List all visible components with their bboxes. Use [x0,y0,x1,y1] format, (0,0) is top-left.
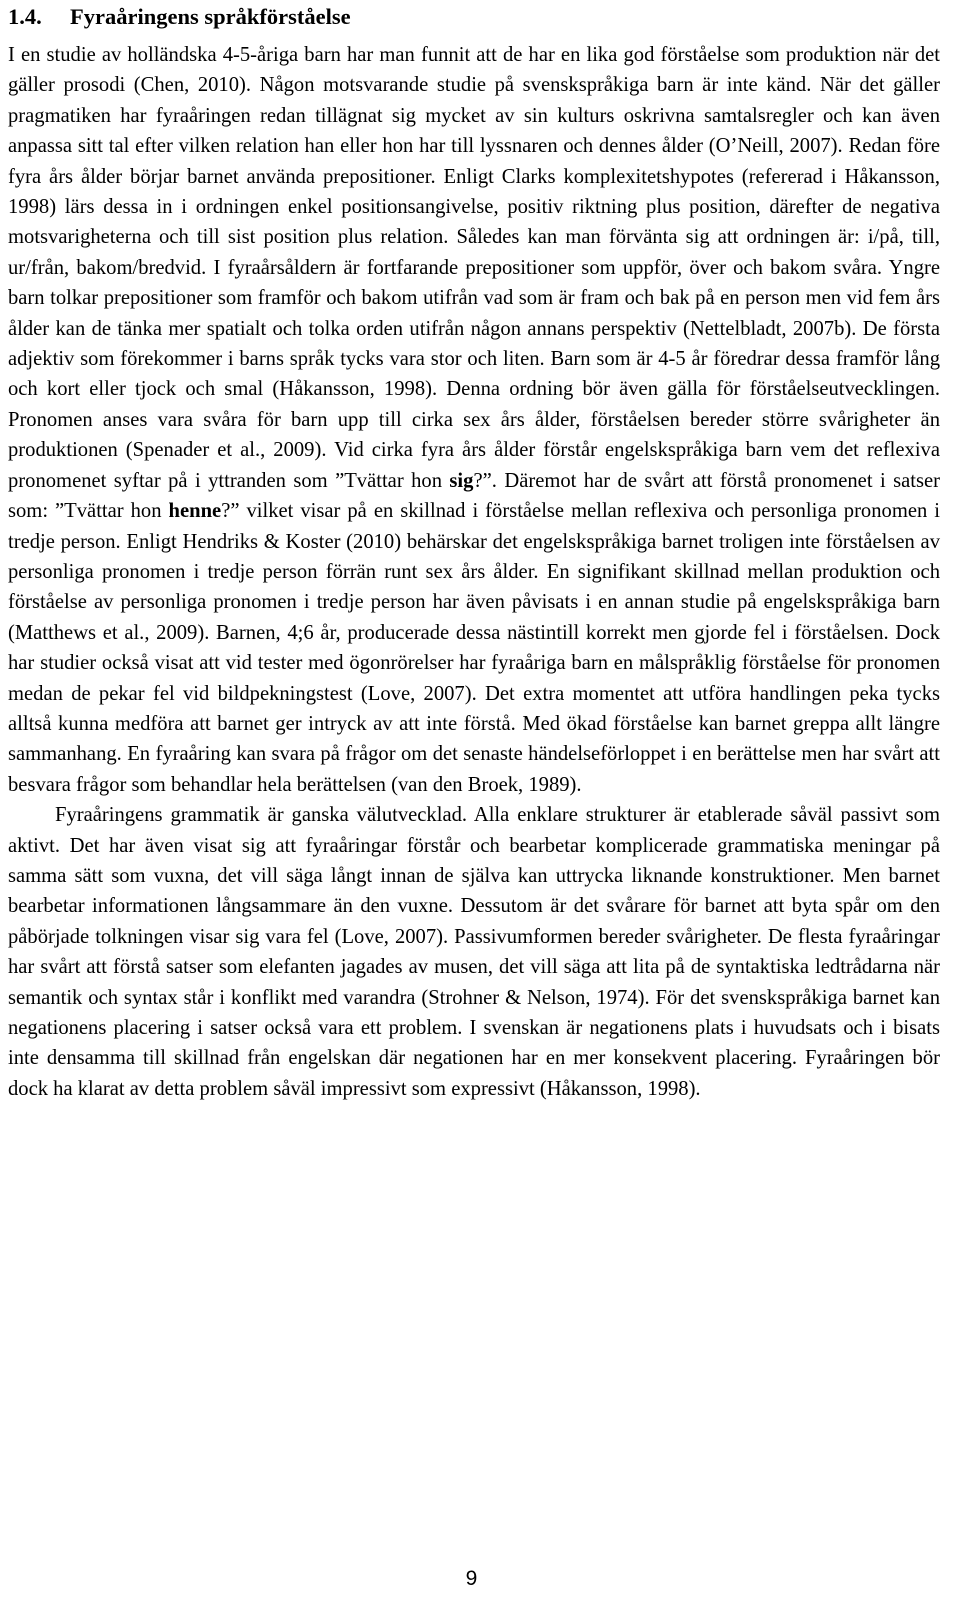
paragraph-2-text: Fyraåringens grammatik är ganska välutvecklad. Alla enklare strukturer är etablerade såväl passivt som aktivt. Det har även visat sig att fyraåringar förstår och bearbetar komplicerade grammatiska meningar på samma sätt som vuxna, det vill säga långt innan de själva kan uttrycka liknande konstruktioner. Men barnet bearbetar informationen långsammare än den vuxne. Dessutom är det svårare för barnet att byta spår om den påbörjade tolkningen visar sig vara fel (Love, 2007). Passivumformen bereder svårigheter. De flesta fyraåringar har svårt att förstå satser som elefanten jagades av musen, det vill säga att lita på de syntaktiska ledtrådarna när semantik och syntax står i konflikt med varandra (Strohner & Nelson, 1974). För det svenskspråkiga barnet kan negationens placering i satser också vara ett problem. I svenskan är negationens plats i huvudsats och i bisats inte densamma till skillnad från engelskan där negationen har en mer konsekvent placering. Fyraåringen bör dock ha klarat av detta problem såväl impressivt som expressivt (Håkansson, 1998). [8,804,940,1100]
paragraph-1-text-a: I en studie av holländska 4-5-åriga barn har man funnit att de har en lika god förståelse som produktion när det gäller prosodi (Chen, 2010). Någon motsvarande studie på svenskspråkiga barn är inte känd. När det gäller pragmatiken har fyraåringen redan tillägnat sig mycket av sin kulturs oskrivna samtalsregler och kan även anpassa sitt tal efter vilken relation han eller hon har till lyssnaren och dennes ålder (O’Neill, 2007). Redan före fyra års ålder börjar barnet använda prepositioner. Enligt Clarks komplexitetshypotes (refererad i Håkansson, 1998) lärs dessa in i ordningen enkel positionsangivelse, positiv riktning plus position, därefter de negativa motsvarigheterna och till sist position plus relation. Således kan man förvänta sig att ordningen är: i/på, till, ur/från, bakom/bredvid. I fyraårsåldern är fortfarande prepositioner som uppför, över och bakom svåra. Yngre barn tolkar prepositioner som framför och bakom utifrån vad som är fram och bak på en person men vid fem års ålder kan de tänka mer spatialt och tolka orden utifrån någon annans perspektiv (Nettelbladt, 2007b). De första adjektiv som förekommer i barns språk tycks vara stor och liten. Barn som är 4-5 år föredrar dessa framför lång och kort eller tjock och smal (Håkansson, 1998). Denna ordning bör även gälla för förståelseutvecklingen. Pronomen anses vara svåra för barn upp till cirka sex års ålder, förståelsen bereder större svårigheter än produktionen (Spenader et al., 2009). Vid cirka fyra års ålder förstår engelskspråkiga barn vem det reflexiva pronomenet syftar på i yttranden som ”Tvättar hon [8,44,940,492]
paragraph-1-text-b: ?”. Däremot har de svårt att förstå pronomenet i satser som: ”Tvättar hon [8,469,940,523]
document-page [8,0,940,1104]
body-paragraph-1 [8,40,940,800]
section-heading [8,0,940,33]
paragraph-1-text-c: ?” vilket visar på en skillnad i förståelse mellan reflexiva och personliga pronomen i tredje person. Enligt Hendriks & Koster (2010) behärskar det engelskspråkiga barnet troligen inte förståelsen av personliga pronomen i tredje person förrän runt sex års ålder. En signifikant skillnad mellan produktion och förståelse av personliga pronomen i tredje person har även påvisats i en annan studie på engelskspråkiga barn (Matthews et al., 2009). Barnen, 4;6 år, producerade dessa nästintill korrekt men gjorde fel i förståelsen. Dock har studier också visat att vid tester med ögonrörelser har fyraåriga barn en målspråklig förståelse för pronomen medan de pekar fel vid bildpekningstest (Love, 2007). Det extra momentet att utföra handlingen peka tycks alltså kunna medföra att barnet ger intryck av att inte förstå. Med ökad förståelse kan barnet greppa allt längre sammanhang. En fyraåring kan svara på frågor om det senaste händelseförloppet i en berättelse men har svårt att besvara frågor som behandlar hela berättelsen (van den Broek, 1989). [8,500,940,796]
body-paragraph-2 [8,800,940,1104]
section-number: 1.4. [8,4,42,29]
section-title: Fyraåringens språkförståelse [70,4,351,29]
page-number: 9 [465,1567,478,1590]
bold-word-sig: sig [449,469,474,492]
bold-word-henne: henne [168,500,222,523]
